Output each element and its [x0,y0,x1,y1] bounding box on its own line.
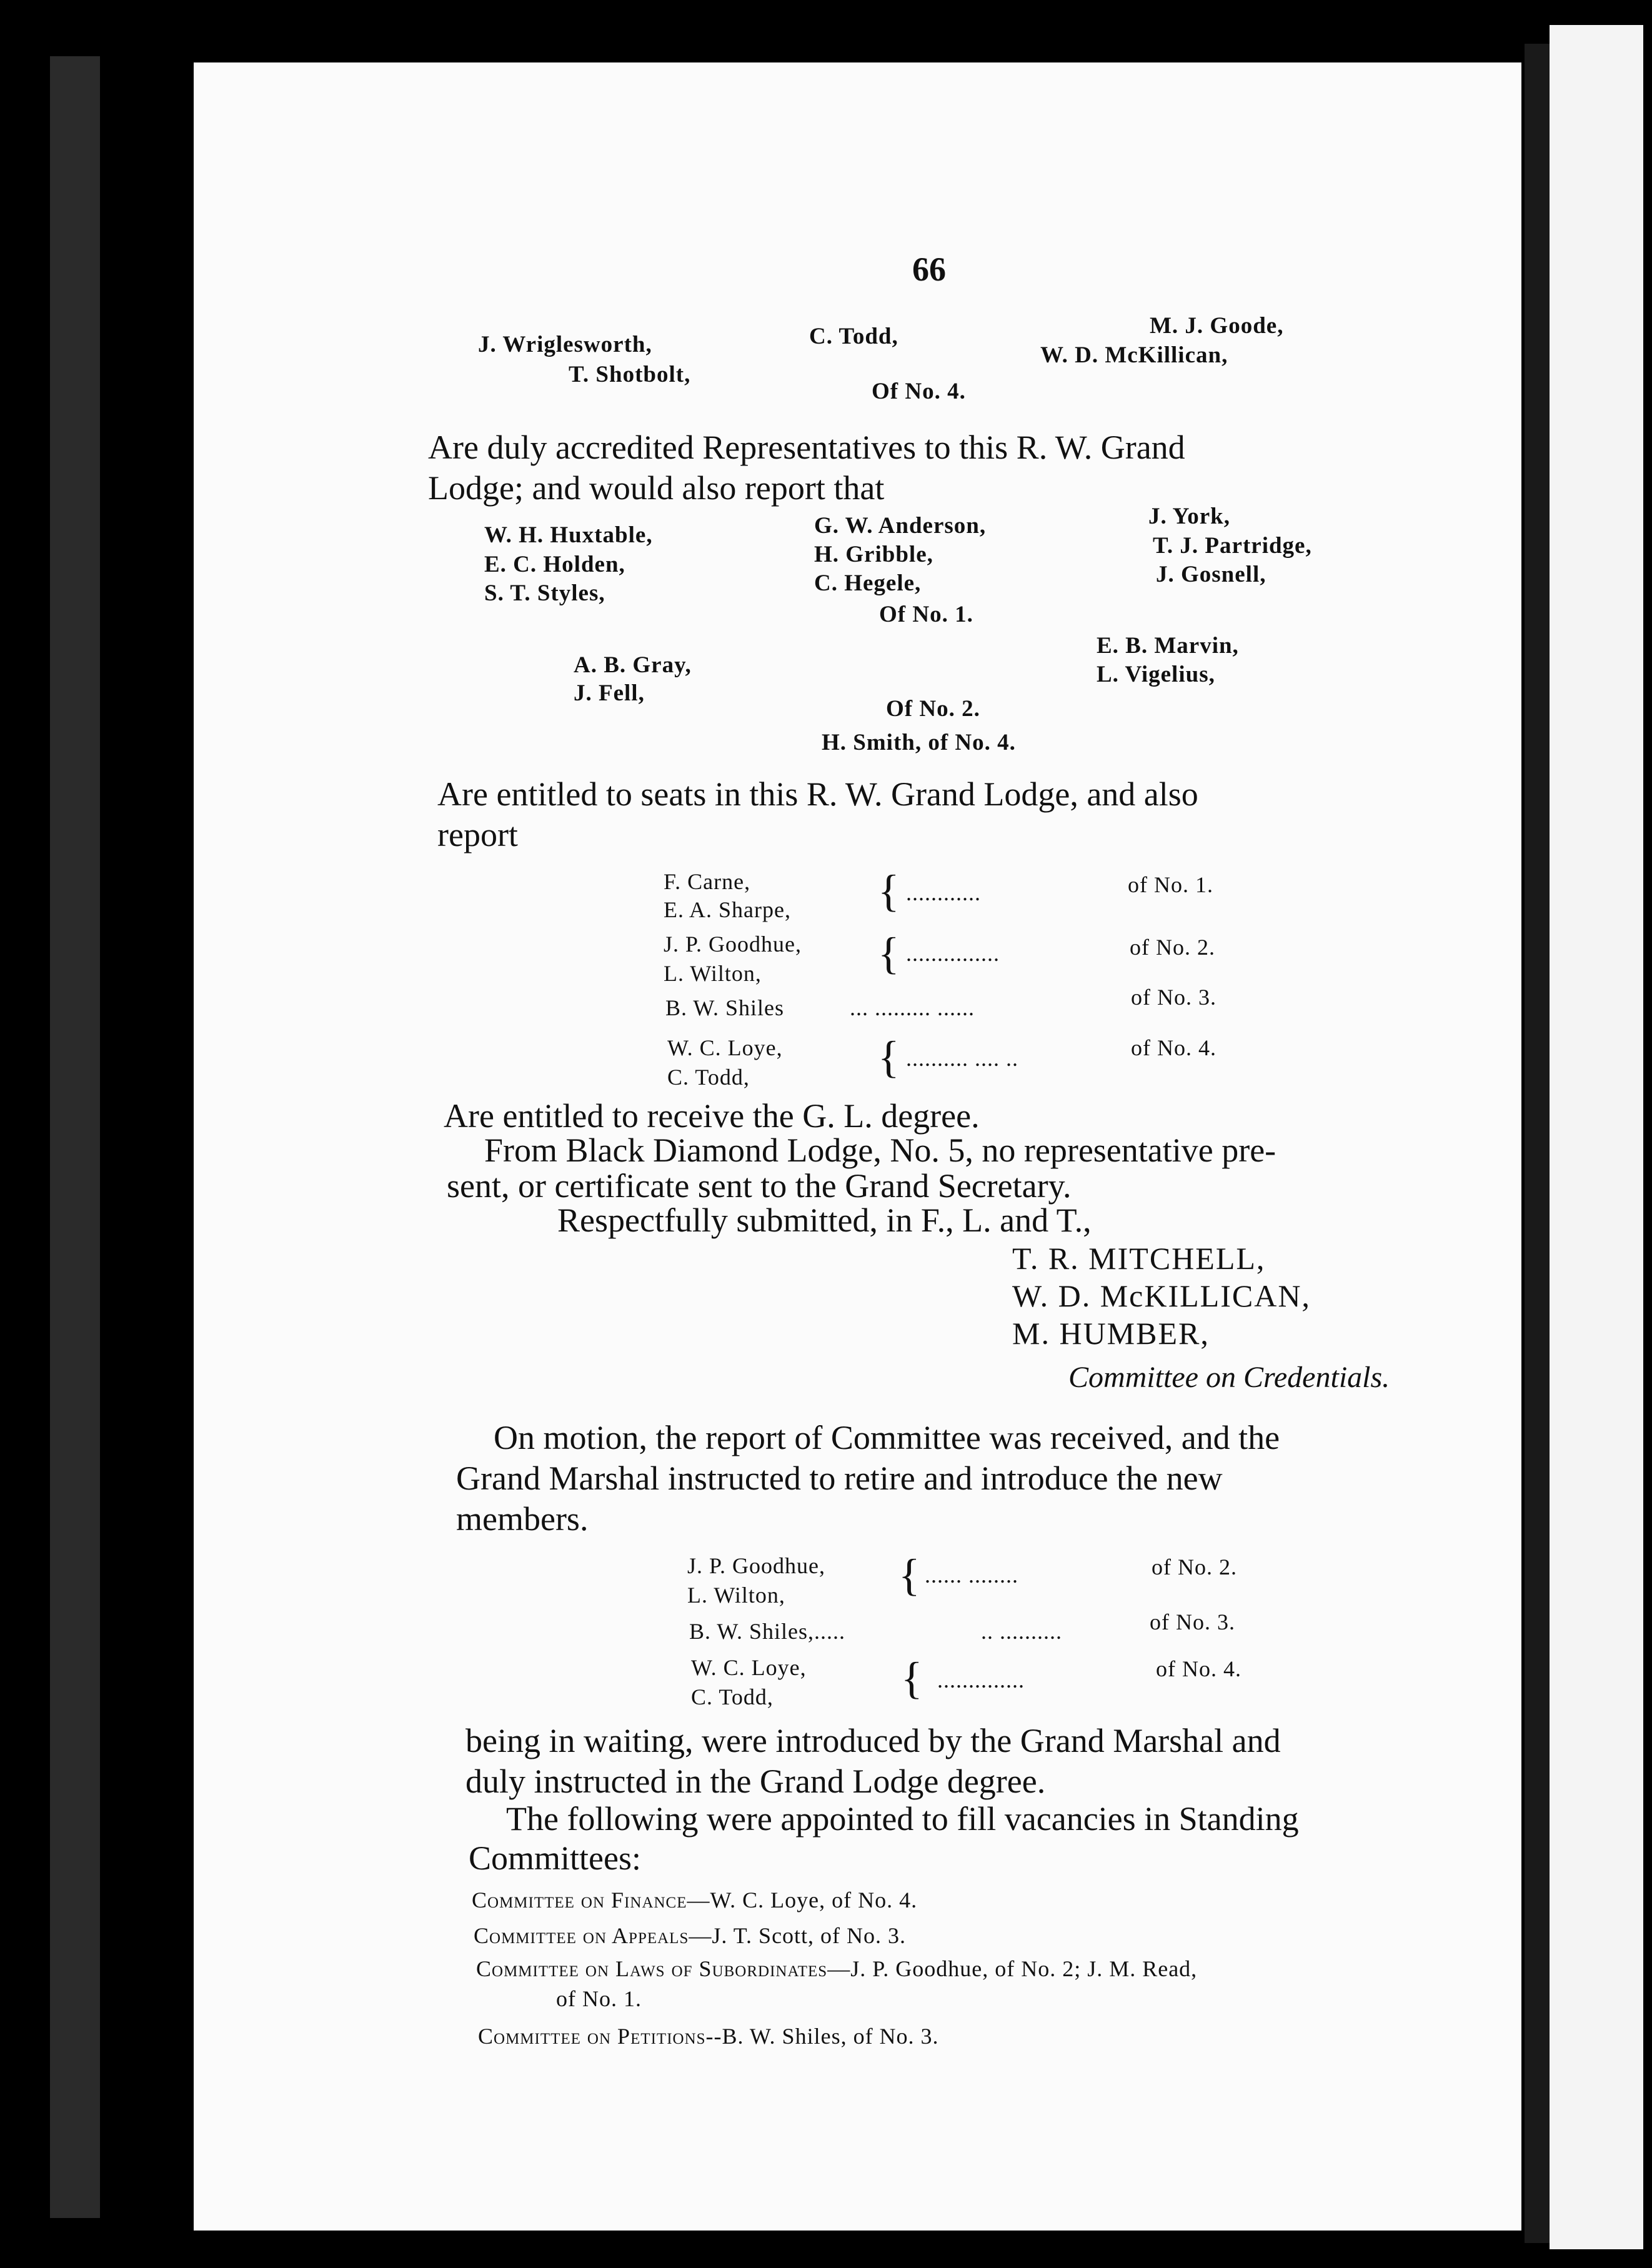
brace-icon: { [901,1653,923,1703]
paragraph-line: sent, or certificate sent to the Grand Secretary. [447,1167,1072,1205]
paragraph-line: Grand Marshal instructed to retire and introduce the new [456,1460,1223,1497]
seat-name: E. B. Marvin, [1097,633,1239,659]
signature-name: M. HUMBER, [1012,1316,1210,1351]
degree-name: B. W. Shiles [665,995,785,1020]
introduced-name: B. W. Shiles,..... [689,1619,846,1644]
lodge-ref: Of No. 1. [879,602,973,627]
paragraph-line: From Black Diamond Lodge, No. 5, no representative pre- [484,1132,1276,1169]
committee-entry [478,2023,939,2049]
lodge-ref: of No. 3. [1131,985,1217,1010]
lodge-ref: Of No. 4. [872,379,966,404]
committee-continuation: of No. 1. [556,1986,642,2011]
seat-name: T. J. Partridge, [1153,533,1312,559]
document-page [194,62,1521,2231]
introduced-name: J. P. Goodhue, [687,1553,826,1578]
paragraph-line: Are entitled to receive the G. L. degree. [444,1097,980,1135]
seat-name: A. B. Gray, [574,652,692,678]
introduced-name: W. C. Loye, [691,1655,807,1680]
leader-dots: ............ [906,880,981,905]
committee-entry [476,1956,1197,1982]
paragraph-line: report [437,816,518,853]
rep-name: T. Shotbolt, [569,362,691,387]
brace-icon: { [898,1550,920,1600]
paragraph-line: Are entitled to seats in this R. W. Grand Lodge, and also [437,775,1198,813]
lodge-ref: of No. 4. [1156,1656,1241,1681]
leader-dots: ............... [906,941,1000,966]
signature-name: T. R. MITCHELL, [1012,1241,1266,1276]
page-gutter-shadow [1525,44,1550,2243]
committee-entry [472,1887,917,1913]
leader-dots: .. .......... [981,1619,1062,1644]
committee-label: Committee on Laws of Subordinates [476,1956,828,1981]
brace-icon: { [878,1032,900,1082]
rep-name: W. D. McKillican, [1040,342,1228,368]
seat-name: H. Gribble, [814,542,933,567]
committee-member: --B. W. Shiles, of No. 3. [705,2024,939,2049]
seat-name: H. Smith, of No. 4. [822,730,1016,755]
paragraph-line: Are duly accredited Representatives to this R. W. Grand [428,429,1185,466]
committee-member: —J. P. Goodhue, of No. 2; J. M. Read, [827,1956,1198,1981]
adjacent-page-edge [1550,25,1643,2249]
seat-name: J. York, [1148,504,1230,529]
seat-name: L. Vigelius, [1097,662,1215,687]
seat-name: C. Hegele, [814,570,922,596]
paragraph-line: duly instructed in the Grand Lodge degree. [465,1763,1046,1800]
paragraph-line: On motion, the report of Committee was received, and the [494,1419,1280,1456]
degree-name: E. A. Sharpe, [664,897,791,922]
lodge-ref: of No. 1. [1128,872,1213,897]
signature-name: W. D. McKILLICAN, [1012,1278,1311,1313]
seat-name: J. Gosnell, [1156,562,1266,587]
introduced-name: L. Wilton, [687,1583,785,1608]
degree-name: L. Wilton, [664,961,762,986]
lodge-ref: of No. 4. [1131,1035,1217,1060]
committee-title: Committee on Credentials. [1068,1361,1390,1394]
brace-icon: { [878,866,900,916]
leader-dots: .......... .... .. [906,1046,1018,1071]
lodge-ref: Of No. 2. [886,696,980,722]
degree-name: F. Carne, [664,869,751,894]
degree-name: W. C. Loye, [667,1035,783,1060]
paragraph-line: being in waiting, were introduced by the Grand Marshal and [465,1722,1281,1759]
lodge-ref: of No. 2. [1152,1554,1237,1579]
paragraph-line: Respectfully submitted, in F., L. and T., [557,1201,1092,1239]
leader-dots: ...... ........ [925,1563,1018,1588]
paragraph-line: Lodge; and would also report that [428,469,885,507]
rep-name: J. Wriglesworth, [478,332,652,357]
seat-name: G. W. Anderson, [814,513,987,539]
seat-name: E. C. Holden, [484,552,625,577]
page-number: 66 [912,251,946,288]
seat-name: J. Fell, [574,680,645,706]
seat-name: S. T. Styles, [484,580,605,606]
rep-name: C. Todd, [809,324,898,349]
leader-dots: ... ......... ...... [850,995,975,1020]
paragraph-line: Committees: [469,1839,641,1877]
introduced-name: C. Todd, [691,1684,774,1709]
lodge-ref: of No. 3. [1150,1609,1235,1634]
book-spine-shadow [50,56,100,2218]
committee-label: Committee on Finance [472,1888,687,1912]
degree-name: J. P. Goodhue, [664,932,802,957]
committee-member: —W. C. Loye, of No. 4. [687,1888,918,1912]
paragraph-line: The following were appointed to fill vacancies in Standing [506,1800,1299,1838]
committee-entry [474,1922,906,1949]
paragraph-line: members. [456,1500,589,1538]
lodge-ref: of No. 2. [1130,935,1215,960]
rep-name: M. J. Goode, [1150,313,1284,339]
committee-label: Committee on Appeals [474,1923,689,1948]
degree-name: C. Todd, [667,1065,750,1090]
leader-dots: .............. [937,1668,1025,1693]
committee-member: —J. T. Scott, of No. 3. [689,1923,907,1948]
committee-label: Committee on Petitions [478,2024,706,2049]
brace-icon: { [878,928,900,978]
seat-name: W. H. Huxtable, [484,522,653,548]
